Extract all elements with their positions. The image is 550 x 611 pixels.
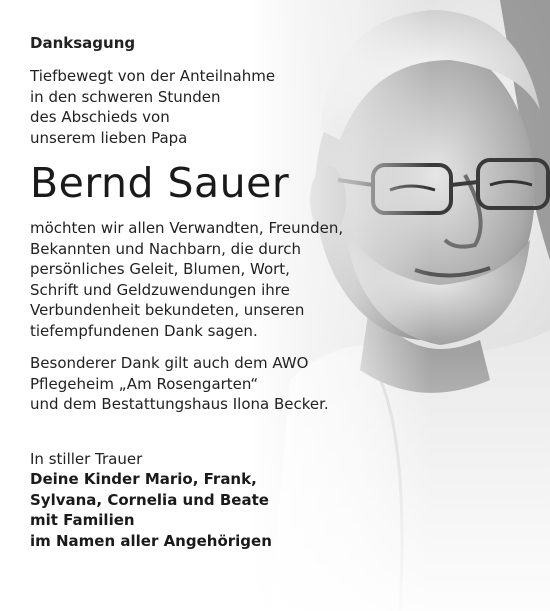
special-line: Besonderer Dank gilt auch dem AWO xyxy=(30,354,309,372)
signer-line: Sylvana, Cornelia und Beate xyxy=(30,490,269,509)
body-line: tiefempfundenen Dank sagen. xyxy=(30,321,258,340)
special-line: und dem Bestattungshaus Ilona Becker. xyxy=(30,395,329,413)
deceased-name: Bernd Sauer xyxy=(30,159,290,207)
intro-text xyxy=(30,66,410,148)
signers xyxy=(30,469,410,551)
body-line: persönliches Geleit, Blumen, Wort, xyxy=(30,260,290,278)
body-line: möchten wir allen Verwandten, Freunden, xyxy=(30,219,344,237)
special-thanks-text xyxy=(30,353,410,415)
text-column xyxy=(30,34,410,551)
mourning-label: In stiller Trauer xyxy=(30,449,143,468)
intro-line: Tiefbewegt von der Anteilnahme xyxy=(30,67,276,85)
body-line: Bekannten und Nachbarn, die durch xyxy=(30,239,301,258)
body-line: Verbundenheit bekundeten, unseren xyxy=(30,301,305,319)
intro-line: in den schweren Stunden xyxy=(30,87,221,106)
body-line: Schrift und Geldzuwendungen ihre xyxy=(30,280,290,299)
special-line: Pflegeheim „Am Rosengarten“ xyxy=(30,374,259,393)
body-text xyxy=(30,218,410,341)
intro-line: des Abschieds von xyxy=(30,108,170,126)
signer-line: im Namen aller Angehörigen xyxy=(30,531,272,550)
intro-line: unserem lieben Papa xyxy=(30,128,188,147)
signer-line: Deine Kinder Mario, Frank, xyxy=(30,470,257,488)
signer-line: mit Familien xyxy=(30,511,135,529)
heading: Danksagung xyxy=(30,34,136,52)
